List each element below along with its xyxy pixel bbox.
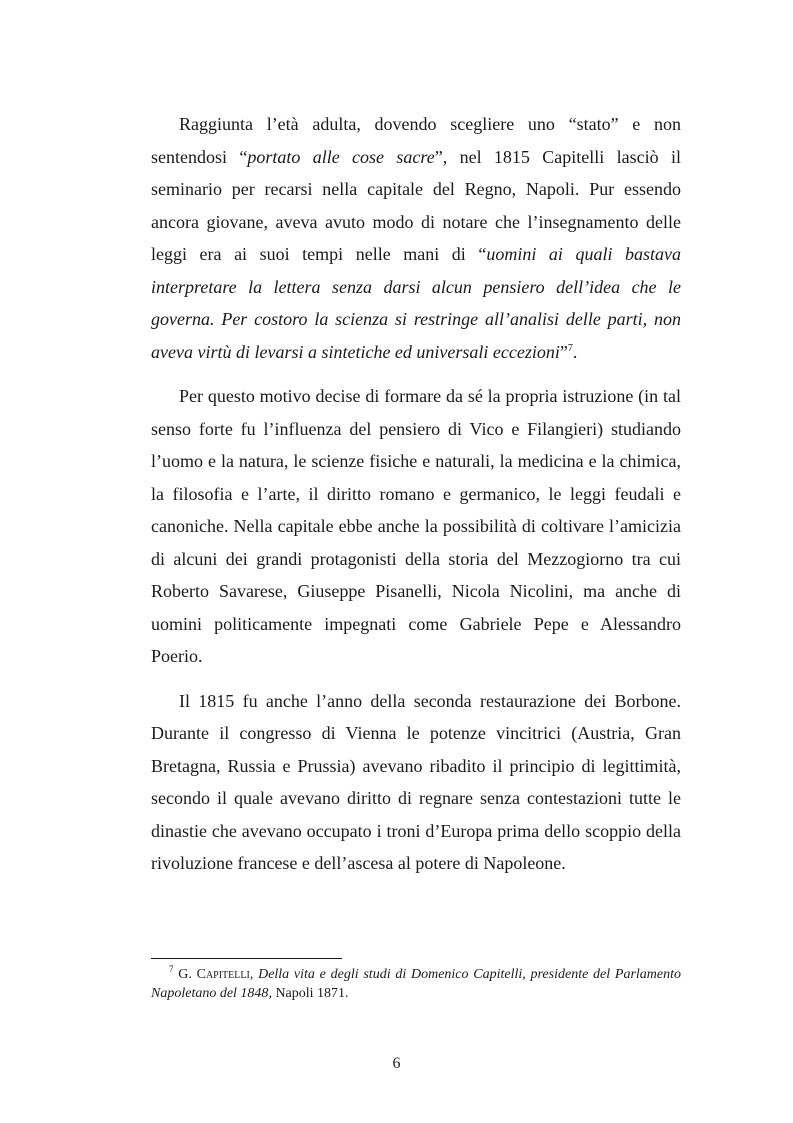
paragraph-1-text-a: Raggiunta l’età adulta, dovendo scegliere uno “stato” e non sentendosi “	[151, 114, 681, 167]
paragraph-1-quote-short: portato alle cose sacre	[247, 146, 435, 167]
footnote-divider	[151, 958, 342, 959]
paragraph-1-text-c: ”, nel 1815 Capitelli lasciò il seminario per recarsi nella capitale del Regno, Napoli. Pur essendo ancora giovane, aveva avuto modo di notare che l’insegnamento delle leggi era ai suoi tempi nelle mani di “	[151, 146, 681, 264]
page-body	[151, 108, 681, 892]
footnote-separator: ,	[249, 967, 259, 982]
footnote-author-initial: G.	[178, 967, 197, 982]
footnote-publication: , Napoli 1871.	[268, 985, 349, 1001]
footnote-author-surname: Capitelli	[196, 967, 250, 982]
page-number: 6	[392, 1055, 401, 1072]
paragraph-2: Per questo motivo decise di formare da sé la propria istruzione (in tal senso forte fu l’influenza del pensiero di Vico e Filangieri) studiando l’uomo e la natura, le scienze fisiche e naturali, la medicina e la chimica, la filosofia e l’arte, il diritto romano e germanico, le leggi feudali e canoniche. Nella capitale ebbe anche la possibilità di coltivare l’amicizia di alcuni dei grandi protagonisti della storia del Mezzogiorno tra cui Roberto Savarese, Giuseppe Pisanelli, Nicola Nicolini, ma anche di uomini politicamente impegnati come Gabriele Pepe e Alessandro Poerio.	[151, 386, 681, 666]
footnote-title: Della vita e degli studi di Domenico Capitelli, presidente del Parlamento Napoletano del 1848	[151, 967, 681, 1001]
footnote-reference[interactable]: 7	[567, 342, 573, 354]
footnote	[151, 966, 681, 1003]
paragraph-1	[151, 108, 681, 368]
footnote-number: 7	[169, 964, 174, 974]
paragraph-1-quote-long: uomini ai quali bastava interpretare la lettera senza darsi alcun pensiero dell’idea che le governa. Per costoro la scienza si restringe all’analisi delle parti, non aveva virtù di levarsi a sintetiche ed universali eccezioni	[151, 244, 682, 362]
paragraph-1-end: .	[572, 341, 578, 362]
paragraph-3: Il 1815 fu anche l’anno della seconda restaurazione dei Borbone. Durante il congresso di Vienna le potenze vincitrici (Austria, Gran Bretagna, Russia e Prussia) avevano ribadito il principio di legittimità, secondo il quale avevano diritto di regnare senza contestazioni tutte le dinastie che avevano occupato i troni d’Europa prima dello scoppio della rivoluzione francese e dell’ascesa al potere di Napoleone.	[151, 690, 681, 873]
paragraph-1-close-quote: ”	[559, 341, 568, 362]
